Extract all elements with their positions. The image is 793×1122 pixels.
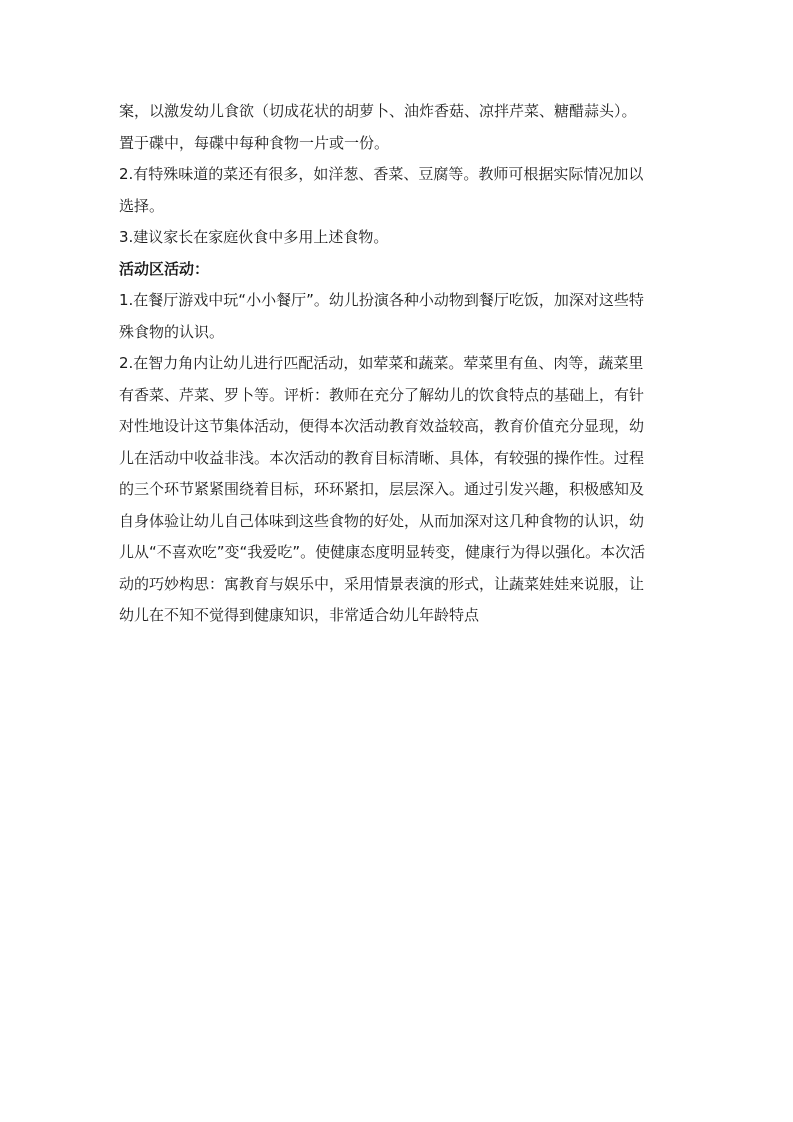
document-body (119, 96, 679, 632)
text-line: 1.在餐厅游戏中玩“小小餐厅”。幼儿扮演各种小动物到餐厅吃饭，加深对这些特 (119, 291, 644, 309)
text-line: 儿在活动中收益非浅。本次活动的教育目标清晰、具体，有较强的操作性。过程 (119, 448, 645, 467)
text-line: 自身体验让幼儿自己体味到这些食物的好处，从而加深对这几种食物的认识，幼 (119, 511, 645, 530)
text-line: 案，以激发幼儿食欲（切成花状的胡萝卜、油炸香菇、凉拌芹菜、糖醋蒜头）。 (119, 102, 637, 120)
text-line: 的三个环节紧紧围绕着目标，环环紧扣，层层深入。通过引发兴趣，积极感知及 (119, 480, 645, 498)
text-line: 幼儿在不知不觉得到健康知识，非常适合幼儿年龄特点 (119, 606, 480, 624)
text-line: 儿从“不喜欢吃”变“我爱吃”。使健康态度明显转变，健康行为得以强化。本次活 (119, 543, 646, 561)
text-line: 置于碟中，每碟中每种食物一片或一份。 (119, 133, 390, 152)
text-line: 3.建议家长在家庭伙食中多用上述食物。 (119, 228, 389, 246)
section-heading: 活动区活动： (119, 259, 210, 278)
text-line: 殊食物的认识。 (119, 322, 225, 341)
text-line: 2.在智力角内让幼儿进行匹配活动，如荤菜和蔬菜。荤菜里有鱼、肉等，蔬菜里 (119, 354, 644, 372)
text-line: 选择。 (119, 196, 165, 215)
text-line: 2.有特殊味道的菜还有很多，如洋葱、香菜、豆腐等。教师可根据实际情况加以 (119, 165, 644, 183)
text-line: 对性地设计这节集体活动，便得本次活动教育效益较高，教育价值充分显现，幼 (119, 417, 645, 435)
text-line: 有香菜、芹菜、罗卜等。评析：教师在充分了解幼儿的饮食特点的基础上，有针 (119, 385, 645, 404)
text-line: 动的巧妙构思：寓教育与娱乐中，采用情景表演的形式，让蔬菜娃娃来说服，让 (119, 574, 645, 593)
